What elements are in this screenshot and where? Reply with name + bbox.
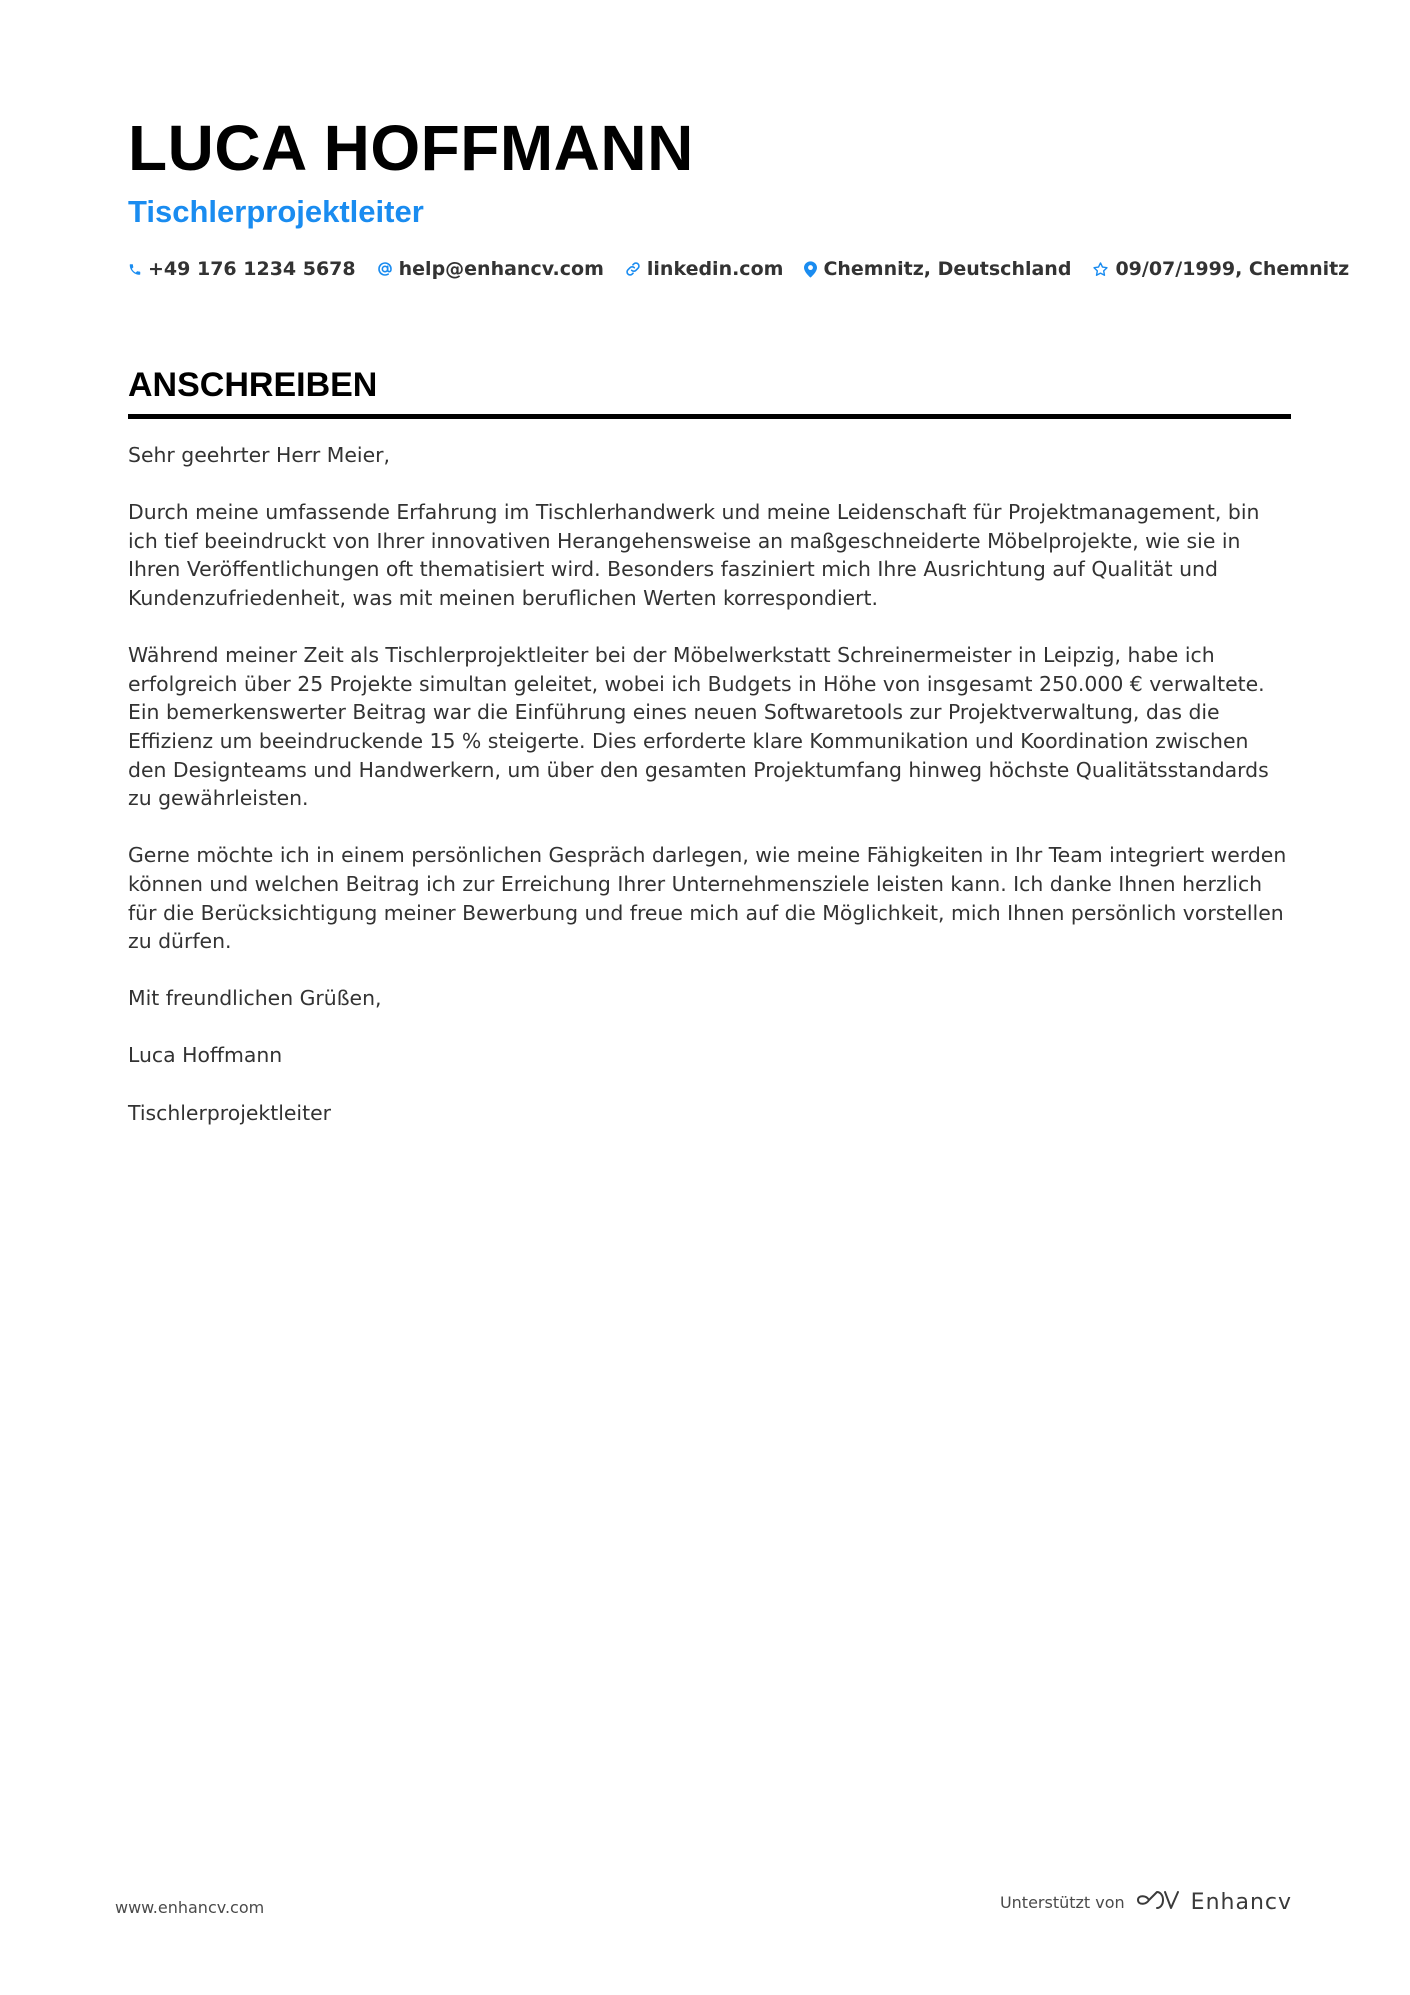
contact-bar — [128, 258, 1350, 280]
footer-website[interactable]: www.enhancv.com — [115, 1898, 265, 1917]
email-address: help@enhancv.com — [398, 258, 604, 280]
section-heading: ANSCHREIBEN — [128, 366, 378, 404]
closing: Mit freundlichen Grüßen, — [128, 986, 382, 1011]
letter-paragraph-1: Durch meine umfassende Erfahrung im Tischlerhandwerk und meine Leidenschaft für Projektmanagement, bin ich tief beeindruckt von Ihrer innovativen Herangehensweise an maßgeschneiderte Möbelprojekte, wie sie in Ihren Veröffentlichungen oft thematisiert wird. Besonders fasziniert mich Ihre Ausrichtung auf Qualität und Kundenzufriedenheit, was mit meinen beruflichen Werten korrespondiert. — [128, 500, 1260, 610]
letter-paragraph-3: Gerne möchte ich in einem persönlichen Gespräch darlegen, wie meine Fähigkeiten in Ihr Team integriert werden können und welchen Beitrag ich zur Erreichung Ihrer Unternehmensziele leisten kann. Ich danke Ihnen herzlich für die Berücksichtigung meiner Bewerbung und freue mich auf die Möglichkeit, mich Ihnen persönlich vorstellen zu dürfen. — [128, 843, 1287, 954]
star-icon — [1092, 261, 1109, 278]
letter-body — [128, 441, 1291, 1127]
link-icon — [625, 261, 641, 277]
powered-by-text: Unterstützt von — [999, 1892, 1125, 1912]
birth-date-place: 09/07/1999, Chemnitz — [1115, 258, 1350, 280]
enhancv-logo-icon — [1135, 1888, 1181, 1916]
at-icon — [377, 261, 393, 277]
footer-branding — [1000, 1888, 1292, 1916]
linkedin-link: linkedin.com — [646, 258, 784, 280]
salutation: Sehr geehrter Herr Meier, — [128, 443, 391, 467]
phone-icon — [128, 262, 142, 277]
contact-phone — [128, 258, 356, 280]
signature-title: Tischlerprojektleiter — [128, 1100, 332, 1125]
contact-location — [804, 258, 1071, 280]
cover-letter-page — [128, 108, 1350, 1156]
contact-birth — [1092, 258, 1349, 280]
contact-email[interactable] — [377, 258, 604, 280]
brand-name: Enhancv — [1190, 1889, 1292, 1915]
contact-linkedin[interactable] — [625, 258, 784, 280]
letter-paragraph-2: Während meiner Zeit als Tischlerprojektleiter bei der Möbelwerkstatt Schreinermeister in Leipzig, habe ich erfolgreich über 25 Projekte simultan geleitet, wobei ich Budgets in Höhe von insgesamt 250.000 € verwaltete. Ein bemerkenswerter Beitrag war die Einführung eines neuen Softwaretools zur Projektverwaltung, das die Effizienz um beeindruckende 15 % steigerte. Dies erforderte klare Kommunikation und Koordination zwischen den Designteams und Handwerkern, um über den gesamten Projektumfang hinweg höchste Qualitätsstandards zu gewährleisten. — [128, 643, 1269, 811]
signature-name: Luca Hoffmann — [128, 1043, 283, 1068]
location-text: Chemnitz, Deutschland — [823, 258, 1072, 280]
section-divider — [128, 414, 1291, 419]
applicant-name: LUCA HOFFMANN — [128, 112, 694, 184]
location-pin-icon — [804, 261, 817, 278]
job-title: Tischlerprojektleiter — [128, 194, 424, 229]
phone-number: +49 176 1234 5678 — [148, 258, 356, 280]
